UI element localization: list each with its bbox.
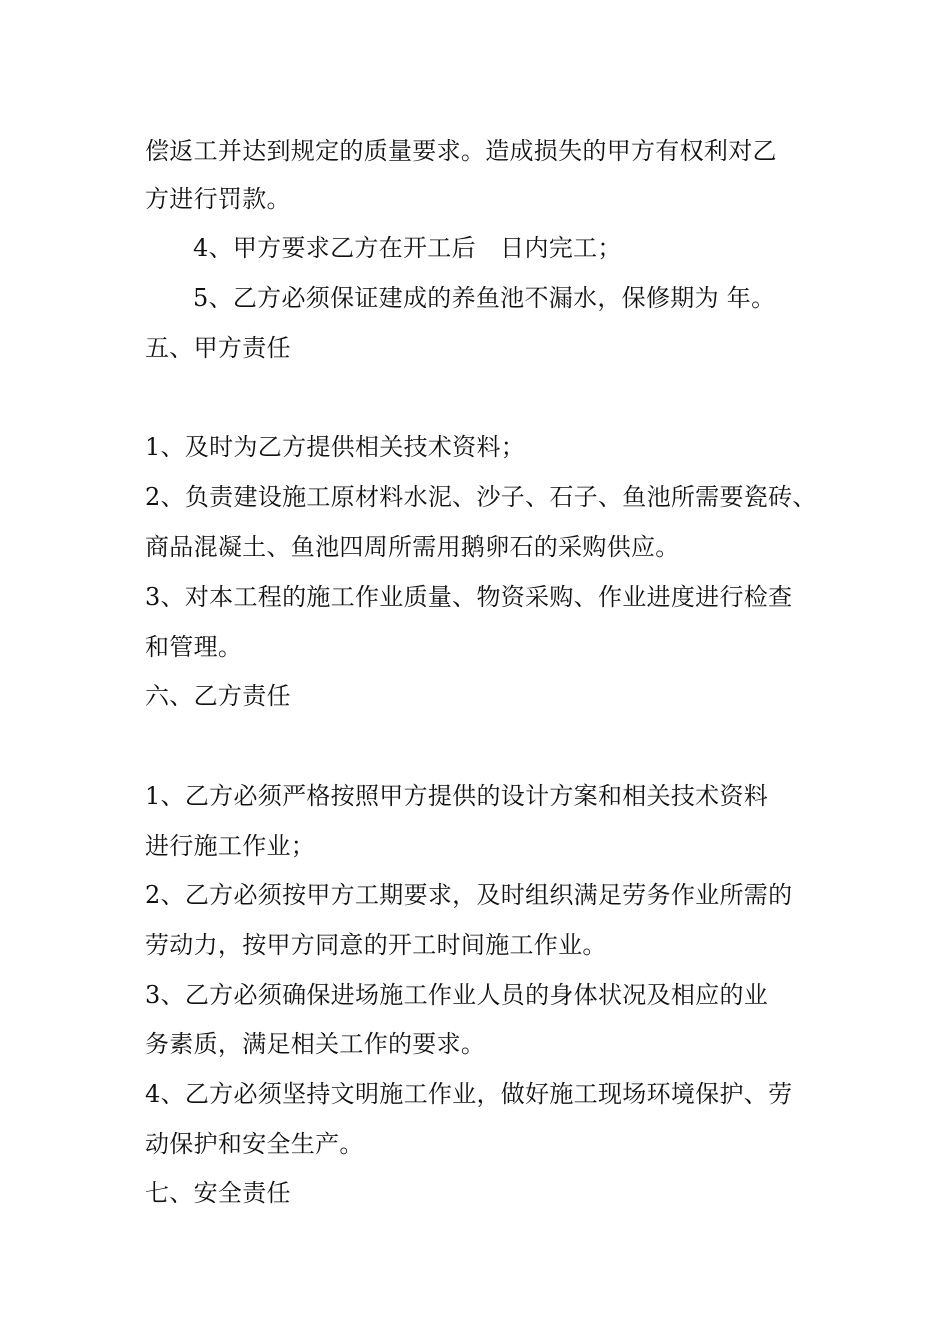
text-line-1: 偿返工并达到规定的质量要求。造成损失的甲方有权利对乙	[145, 137, 777, 165]
text-line-6: 1、及时为乙方提供相关技术资料；	[145, 433, 526, 461]
section-heading-7: 七、安全责任	[145, 1179, 291, 1207]
text-line-14: 2、乙方必须按甲方工期要求，及时组织满足劳务作业所需的	[145, 881, 793, 909]
text-line-17: 务素质，满足相关工作的要求。	[145, 1030, 486, 1058]
text-line-3: 4、甲方要求乙方在开工后 日内完工；	[193, 234, 622, 262]
text-line-18: 4、乙方必须坚持文明施工作业，做好施工现场环境保护、劳	[145, 1080, 793, 1108]
text-line-10: 和管理。	[145, 633, 243, 661]
text-line-2: 方进行罚款。	[145, 185, 291, 213]
section-heading-5: 五、甲方责任	[145, 334, 291, 362]
text-line-9: 3、对本工程的施工作业质量、物资采购、作业进度进行检查	[145, 583, 793, 611]
text-line-12: 1、乙方必须严格按照甲方提供的设计方案和相关技术资料	[145, 782, 769, 810]
text-line-13: 进行施工作业；	[145, 832, 316, 860]
text-line-4: 5、乙方必须保证建成的养鱼池不漏水，保修期为 年。	[193, 284, 776, 312]
text-line-16: 3、乙方必须确保进场施工作业人员的身体状况及相应的业	[145, 981, 769, 1009]
text-line-19: 动保护和安全生产。	[145, 1130, 364, 1158]
text-line-7: 2、负责建设施工原材料水泥、沙子、石子、鱼池所需要瓷砖、	[145, 483, 817, 511]
text-line-8: 商品混凝土、鱼池四周所需用鹅卵石的采购供应。	[145, 533, 680, 561]
text-line-15: 劳动力，按甲方同意的开工时间施工作业。	[145, 931, 607, 959]
section-heading-6: 六、乙方责任	[145, 682, 291, 710]
